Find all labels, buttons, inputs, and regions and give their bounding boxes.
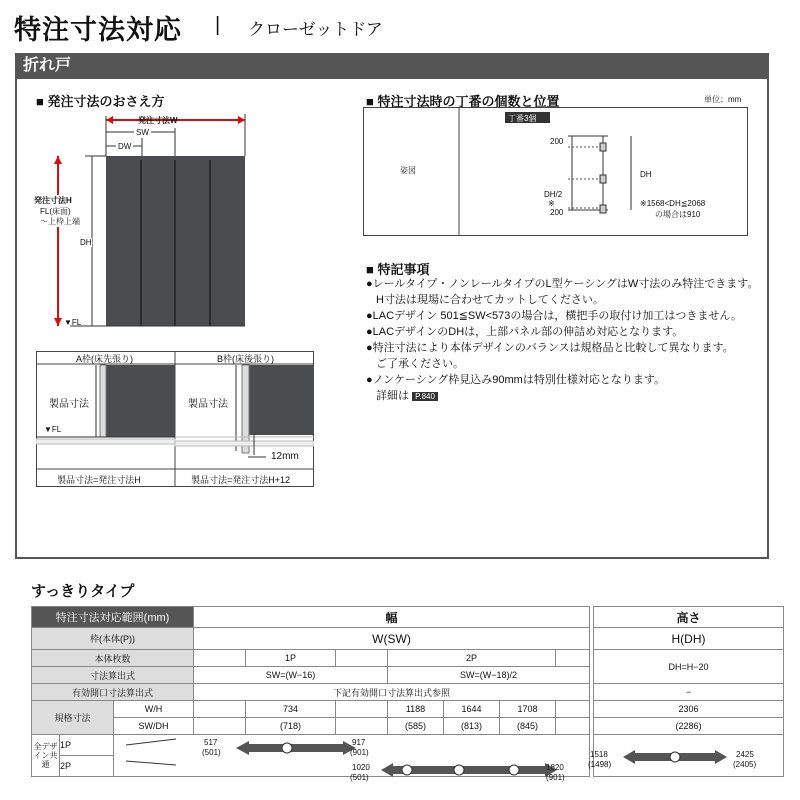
s845: (845) xyxy=(500,718,556,735)
open-calc-height: − xyxy=(594,684,784,701)
open-calc-ref: 下記有効開口寸法算出式参照 xyxy=(194,684,590,701)
r1-max: 917 xyxy=(352,738,366,747)
frame-b-title: B枠(床後張り) xyxy=(217,354,274,364)
w1188: 1188 xyxy=(388,701,444,718)
order-w-label: 発注寸法W xyxy=(138,116,178,125)
fl-floor-label: FL(床面) xyxy=(40,207,71,216)
p2-label: 2P xyxy=(388,650,556,667)
s585: (585) xyxy=(388,718,444,735)
unit-label: 単位：mm xyxy=(704,95,742,104)
r2-max-s: (901) xyxy=(546,773,565,782)
r1-min: 517 xyxy=(204,738,218,747)
w734: 734 xyxy=(246,701,336,718)
title-separator: | xyxy=(215,14,221,36)
frame-label: 枠(本体(P)) xyxy=(32,628,194,650)
h-min: 1518 xyxy=(590,750,608,759)
page-ref-badge[interactable]: P.840 xyxy=(412,392,438,401)
top-200-label: 200 xyxy=(550,137,564,146)
hinge-heading: ■ 特注寸法時の丁番の個数と位置 xyxy=(366,94,560,109)
h-max: 2425 xyxy=(736,750,754,759)
hinge-note-2: の場合は910 xyxy=(655,210,701,219)
hinge-dh-label: DH xyxy=(640,170,652,179)
width-header: 幅 xyxy=(194,607,590,628)
range-2p-label: 2P xyxy=(60,756,114,777)
notes-list xyxy=(366,276,766,405)
detail-label: 詳細は xyxy=(376,390,409,402)
w1644: 1644 xyxy=(444,701,500,718)
star-mark: ※ xyxy=(548,199,555,208)
w-sw-label: W(SW) xyxy=(194,628,590,650)
r1-max-s: (901) xyxy=(350,748,369,757)
height-header: 高さ xyxy=(594,607,784,628)
order-dim-heading: ■ 発注寸法のおさえ方 xyxy=(36,94,165,109)
h-dh-label: H(DH) xyxy=(594,628,784,650)
s2286: (2286) xyxy=(594,718,784,735)
frame-b-formula: 製品寸法=発注寸法H+12 xyxy=(191,475,291,485)
notes-heading: ■ 特記事項 xyxy=(366,262,430,277)
wh-label: W/H xyxy=(114,701,194,718)
all-design-label: 全デザイン共通 xyxy=(32,735,60,777)
product-size-a: 製品寸法 xyxy=(49,399,89,410)
r2-min-s: (501) xyxy=(350,773,369,782)
page-title: 特注寸法対応 xyxy=(14,15,182,45)
r1-min-s: (501) xyxy=(202,748,221,757)
dh-label: DH xyxy=(80,238,92,247)
range-label: 特注寸法対応範囲(mm) xyxy=(32,607,194,628)
product-size-b: 製品寸法 xyxy=(188,399,228,410)
h-max-s: (2405) xyxy=(733,760,757,769)
page-subtitle: クローゼットドア xyxy=(248,20,383,39)
hinge-count-badge: 丁番3個 xyxy=(508,114,537,123)
dw-label: DW xyxy=(118,142,132,151)
to-top-label: ～上枠上端 xyxy=(40,217,80,226)
r2-max: 1820 xyxy=(546,763,564,772)
r2-min: 1020 xyxy=(352,763,370,772)
dh-half-label: DH/2 xyxy=(544,190,563,199)
mm12-label: 12mm xyxy=(271,451,299,462)
calc-2p: SW=(W−18)/2 xyxy=(388,667,590,684)
s718: (718) xyxy=(246,718,336,735)
swdh-label: SW/DH xyxy=(114,718,194,735)
fl-label: ▼FL xyxy=(64,318,82,327)
bottom-200-label: 200 xyxy=(550,208,564,217)
note-line: H寸法は現場に合わせてカットしてください。 xyxy=(376,294,604,306)
note-line: ●ノンケーシング枠見込み90mmは特別仕様対応となります。 xyxy=(366,374,665,386)
w1708: 1708 xyxy=(500,701,556,718)
note-line: ●LACデザインのDHは，上部パネル部の伸詰め対応となります。 xyxy=(366,326,684,338)
note-line: ご了承ください。 xyxy=(376,358,464,370)
calc-label: 寸法算出式 xyxy=(32,667,194,684)
range-1p-label: 1P xyxy=(60,735,114,756)
p1-label: 1P xyxy=(246,650,336,667)
order-h-label: 発注寸法H xyxy=(34,196,72,205)
fl-a-label: ▼FL xyxy=(44,425,62,434)
h2306: 2306 xyxy=(594,701,784,718)
frame-a-title: A枠(床先張り) xyxy=(76,354,133,364)
sukkiri-type-title: すっきりタイプ xyxy=(31,583,135,600)
figure-label: 姿図 xyxy=(400,166,416,175)
open-calc-label: 有効開口寸法算出式 xyxy=(32,684,194,701)
panel-title: 折れ戸 xyxy=(15,53,769,79)
range-bars xyxy=(31,735,781,785)
sw-label: SW xyxy=(136,128,149,137)
std-label: 規格寸法 xyxy=(32,701,114,735)
note-line: ●LACデザイン 501≦SW<573の場合は，横把手の取付け加工はつきません。 xyxy=(366,310,743,322)
note-line: ●レールタイプ・ノンレールタイプのL型ケーシングはW寸法のみ特注できます。 xyxy=(366,278,759,290)
hinge-note-1: ※1568<DH≦2068 xyxy=(640,199,706,208)
frame-ab-diagram xyxy=(36,351,314,491)
calc-1p: SW=(W−16) xyxy=(194,667,388,684)
panel-count-label: 本体枚数 xyxy=(32,650,194,667)
note-line: ●特注寸法により本体デザインのバランスは規格品と比較して異なります。 xyxy=(366,342,734,354)
calc-h: DH=H−20 xyxy=(594,650,784,684)
h-min-s: (1498) xyxy=(588,760,612,769)
frame-a-formula: 製品寸法=発注寸法H xyxy=(57,475,141,485)
s813: (813) xyxy=(444,718,500,735)
